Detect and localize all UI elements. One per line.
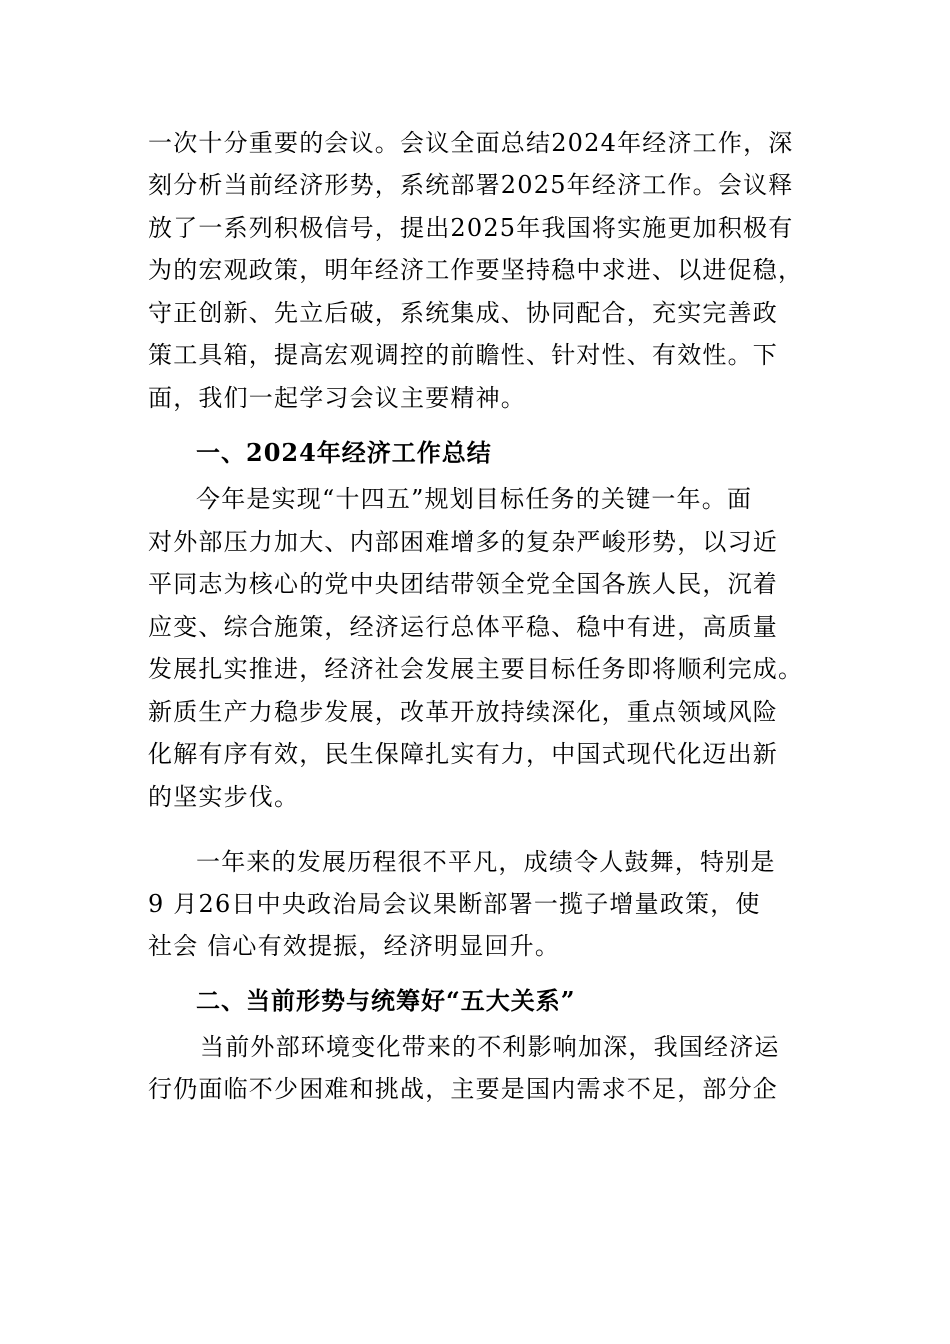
intro-line-2: 刻分析当前经济形势，系统部署2025年经济工作。会议释 [148,171,794,199]
intro-line-5: 守正创新、先立后破，系统集成、协同配合，充实完善政 [148,299,778,327]
section-2-heading: 二、当前形势与统筹好“五大关系” [196,986,576,1015]
section-1-para-2-line-1: 一年来的发展历程很不平凡，成绩令人鼓舞，特别是 [196,848,776,876]
section-1-para-1-line-6: 新质生产力稳步发展，改革开放持续深化，重点领域风险 [148,698,778,726]
section-1-para-1-line-3: 平同志为核心的党中央团结带领全党全国各族人民，沉着 [148,570,778,598]
section-1-para-1-line-7: 化解有序有效，民生保障扎实有力，中国式现代化迈出新 [148,740,778,768]
intro-line-4: 为的宏观政策，明年经济工作要坚持稳中求进、以进促稳， [148,256,804,284]
section-2-para-1-line-1: 当前外部环境变化带来的不利影响加深，我国经济运 [200,1033,780,1061]
intro-line-6: 策工具箱，提高宏观调控的前瞻性、针对性、有效性。下 [148,341,778,369]
section-1-para-1-line-5: 发展扎实推进，经济社会发展主要目标任务即将顺利完成。 [148,655,804,683]
section-2-para-1-line-2: 行仍面临不少困难和挑战，主要是国内需求不足，部分企 [148,1075,778,1103]
section-1-para-2-line-3: 社会 信心有效提振，经济明显回升。 [148,932,561,960]
intro-line-7: 面，我们一起学习会议主要精神。 [148,384,526,412]
section-1-para-2-line-2: 9 月26日中央政治局会议果断部署一揽子增量政策，使 [148,890,761,918]
section-1-para-1-line-4: 应变、综合施策，经济运行总体平稳、稳中有进，高质量 [148,613,778,641]
section-1-heading: 一、2024年经济工作总结 [196,438,492,467]
section-1-para-1-line-8: 的坚实步伐。 [148,783,300,811]
section-1-para-1-line-1: 今年是实现“十四五”规划目标任务的关键一年。面 [196,485,753,513]
intro-line-3: 放了一系列积极信号，提出2025年我国将实施更加积极有 [148,214,794,242]
intro-line-1: 一次十分重要的会议。会议全面总结2024年经济工作，深 [148,129,794,157]
section-1-para-1-line-2: 对外部压力加大、内部困难增多的复杂严峻形势，以习近 [148,528,778,556]
